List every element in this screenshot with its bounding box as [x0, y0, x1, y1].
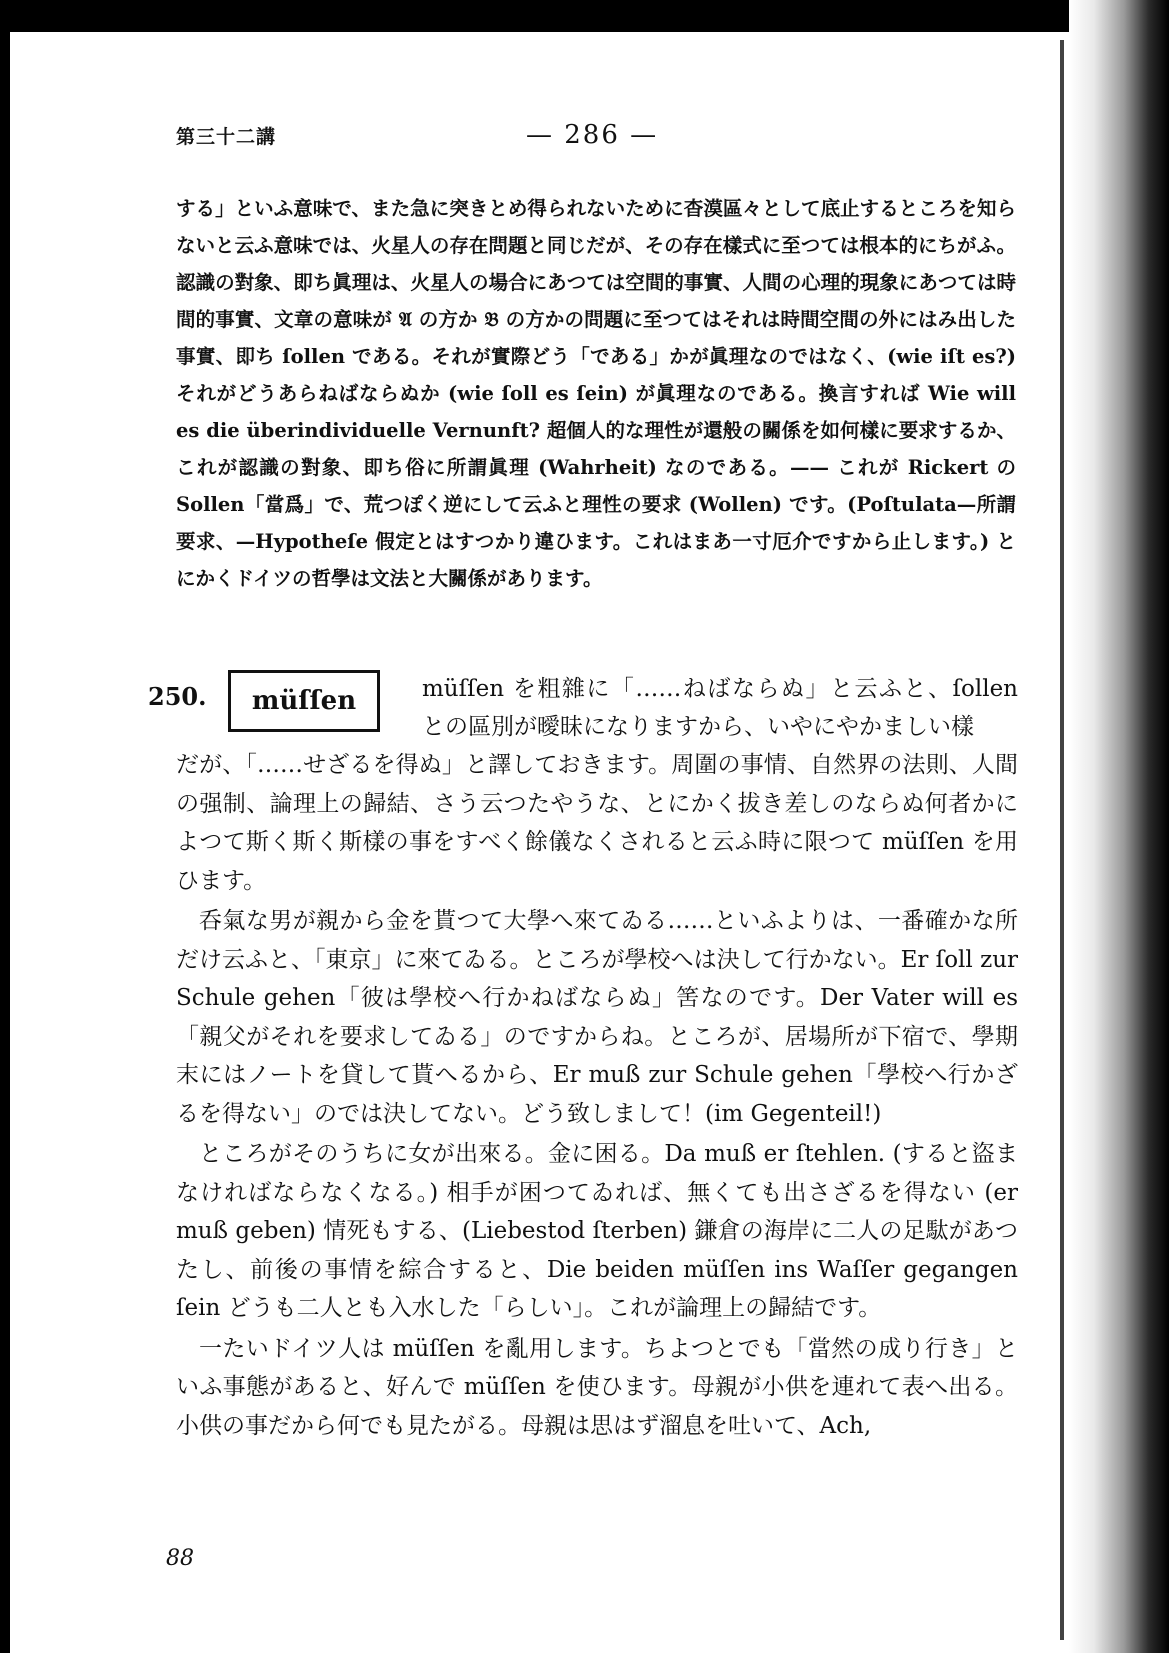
page-number: — 286 — [526, 120, 659, 150]
entry-intro-lines: müſſen を粗雜に「……ねばならぬ」と云ふと、ſollen との區別が曖昧になりますから、いやにやかましい樣 [422, 676, 1018, 740]
paragraph-2: 呑氣な男が親から金を貰つて大學へ來てゐる……といふよりは、一番確かな所だけ云ふと、「東京」に來てゐる。ところが學校へは決して行かない。Er ſoll zur Schule gehen「彼は學校へ行かねばならぬ」筈なのです。Der Vater will es「親父がそれを要求してゐる」のですからね。ところが、居場所が下宿で、學期末にはノートを貸して貰へるから、Er muß zur Schule gehen「學校へ行かざるを得ない」のでは決してない。どう致しまして！(im Gegenteil!) [176, 908, 1018, 1127]
entry-number: 250. [148, 682, 207, 711]
keyword-text: müſſen [251, 686, 357, 716]
entry-continuation: だが、「……せざるを得ぬ」と譯しておきます。周圍の事情、自然界の法則、人間の强制、論理上の歸結、さう云つたやうな、とにかく拔き差しのならぬ何者かによつて斯く斯く斯樣の事をすべく餘儀なくされると云ふ時に限つて müſſen を用ひます。 [176, 752, 1019, 894]
lecture-title: 第三十二講 [176, 126, 277, 148]
entry-body [176, 746, 1018, 1447]
paragraph-4: 一たいドイツ人は müſſen を亂用します。ちよつとでも「當然の成り行き」といふ事態があると、好んで müſſen を使ひます。母親が小供を連れて表へ出る。小供の事だから何でも見たがる。母親は思はず溜息を吐いて、Ach, [176, 1335, 1018, 1439]
scan-top-border [0, 0, 1169, 32]
folio-number: 88 [166, 1546, 194, 1571]
scan-left-border [0, 0, 10, 1653]
scan-right-gutter [1069, 0, 1169, 1653]
paragraph-1: する」といふ意味で、また急に突きとめ得られないために杳漠區々として底止するところを知らないと云ふ意味では、火星人の存在問題と同じだが、その存在樣式に至つては根本的にちがふ。認識の對象、即ち眞理は、火星人の場合にあつては空間的事實、人間の心理的現象にあつては時間的事實、文章の意味が 𝔄 の方か 𝔅 の方かの問題に至つてはそれは時間空間の外にはみ出した事實、即ち ſollen である。それが實際どう「である」かが眞理なのではなく、(wie iſt es?) それがどうあらねばならぬか (wie ſoll es ſein) が眞理なのである。換言すれば Wie will es die überindividuelle Vernunft? 超個人的な理性が還般の關係を如何樣に要求するか、これが認識の對象、即ち俗に所謂眞理 (Wahrheit) なのである。—— これが Rickert の Sollen「當爲」で、荒つぽく逆にして云ふと理性の要求 (Wollen) です。(Poſtulata—所謂要求、—Hypotheſe 假定とはすつかり違ひます。これはまあ一寸厄介ですから止します。) とにかくドイツの哲學は文法と大關係があります。 [176, 197, 1016, 590]
running-head [176, 120, 1016, 156]
keyword-box [228, 670, 380, 732]
paragraph-3: ところがそのうちに女が出來る。金に困る。Da muß er ſtehlen. (すると盜まなければならなくなる。) 相手が困つてゐれば、無くても出さざるを得ない (er muß geben) 情死もする、(Liebestod ſterben) 鎌倉の海岸に二人の足駄があつたし、前後の事情を綜合すると、Die beiden müſſen ins Waſſer gegangen ſein どうも二人とも入水した「らしい」。これが論理上の歸結です。 [176, 1141, 1018, 1321]
page-edge-shadow [1060, 40, 1064, 1640]
